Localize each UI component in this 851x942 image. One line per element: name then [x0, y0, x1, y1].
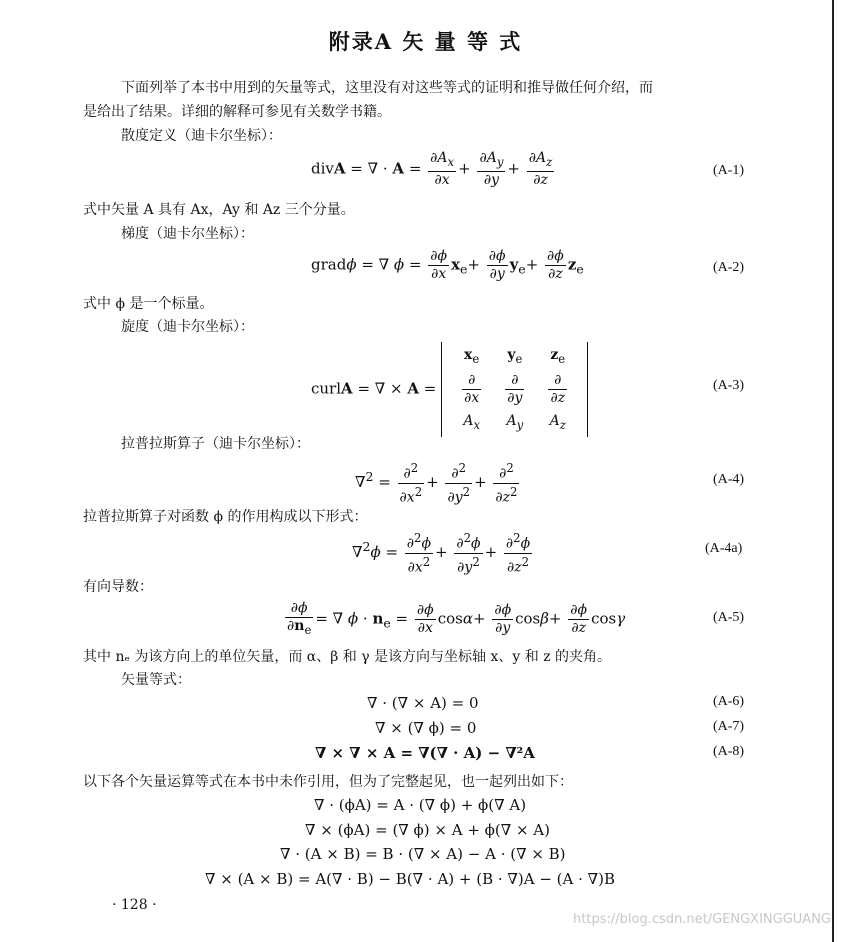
extra-identity-4: ∇ × (A × B) = A(∇ · B) − B(∇ · A) + (B · ∇)A − (A · ∇)B — [205, 870, 616, 888]
equation-a4: ∇$^2$ = $\frac{\partial^2}{\partial x^2}$ + $\frac{\partial^2}{\partial y^2}$ + $\frac{\partial^2}{\partial z^2}$ — [355, 461, 518, 506]
equation-a1: divA = ∇ · A = $\frac{\partial A_x}{\partial x}$ + $\frac{\partial A_y}{\partial y}$ + $\frac{\partial A_z}{\partial z}$ — [311, 150, 553, 188]
identities-heading: 矢量等式： — [121, 672, 191, 688]
directional-note: 其中 nₑ 为该方向上的单位矢量，而 α、β 和 γ 是该方向与坐标轴 x、y 和 z 的夹角。 — [83, 649, 612, 665]
equation-number-a5: (A-5) — [713, 610, 745, 625]
equation-number-a7: (A-7) — [713, 719, 745, 734]
equation-number-a6: (A-6) — [713, 694, 745, 709]
equation-number-a8: (A-8) — [713, 744, 745, 759]
page-title: 附录A 矢 量 等 式 — [328, 29, 523, 54]
equation-a4a: ∇$^2$ϕ = $\frac{\partial^2\phi}{\partial x^2}$ + $\frac{\partial^2\phi}{\partial y^2}$ + $\frac{\partial^2\phi}{\partial z^2}$ — [352, 531, 531, 576]
curl-heading: 旋度（迪卡尔坐标）： — [121, 319, 254, 335]
equation-number-a3: (A-3) — [713, 378, 745, 393]
equation-number-a1: (A-1) — [713, 163, 745, 178]
directional-heading: 有向导数： — [83, 579, 153, 595]
equation-a3: curlA = ∇ × A = $x_e$ $y_e$ $z_e$ $\frac{\partial}{\partial x}$ $\frac{\partial}{\partial y}$ $\frac{\partial}{\partial z}$ $A_x$ $A_y$ $A_z$ — [311, 342, 588, 437]
equation-a6: ∇ · (∇ × A) = 0 — [367, 694, 479, 712]
laplacian-heading: 拉普拉斯算子（迪卡尔坐标）： — [121, 436, 310, 452]
intro-line-1: 下面列举了本书中用到的矢量等式，这里没有对这些等式的证明和推导做任何介绍，而 — [121, 80, 653, 96]
extra-identity-1: ∇ · (ϕA) = A · (∇ ϕ) + ϕ(∇ A) — [314, 796, 527, 814]
divergence-note: 式中矢量 A 具有 Ax，Ay 和 Az 三个分量。 — [83, 202, 355, 218]
laplacian-scalar-heading: 拉普拉斯算子对函数 ϕ 的作用构成以下形式： — [83, 509, 368, 525]
equation-a2: gradϕ = ∇ ϕ = $\frac{\partial\phi}{\partial x}$ $x_e+$ $\frac{\partial\phi}{\partial y}$ $y_e+$ $\frac{\partial\phi}{\partial z}$ $z_e$ — [311, 248, 584, 282]
page-number: · 128 · — [112, 897, 157, 913]
watermark: https://blog.csdn.net/GENGXINGGUANG — [573, 912, 831, 927]
equation-number-a4: (A-4) — [713, 472, 745, 487]
equation-a8: ∇ × ∇ × A = ∇(∇ · A) − ∇²A — [315, 744, 535, 762]
intro-line-2: 是给出了结果。详细的解释可参见有关数学书籍。 — [83, 104, 391, 120]
extra-identity-2: ∇ × (ϕA) = (∇ ϕ) × A + ϕ(∇ × A) — [305, 821, 550, 839]
equation-number-a4a: (A-4a) — [705, 541, 743, 556]
extra-identity-3: ∇ · (A × B) = B · (∇ × A) − A · (∇ × B) — [280, 845, 566, 863]
equation-a5: $\frac{\partial\phi}{\partial n_e}$ = ∇ $\phi \cdot n_e$ = $\frac{\partial\phi}{\partial x}$ cosα+ $\frac{\partial\phi}{\partial y}$ cosβ+ $\frac{\partial\phi}{\partial z}$ cosγ — [287, 600, 626, 637]
equation-number-a2: (A-2) — [713, 260, 745, 275]
equation-a7: ∇ × (∇ ϕ) = 0 — [375, 719, 477, 737]
curl-matrix: $x_e$ $y_e$ $z_e$ $\frac{\partial}{\partial x}$ $\frac{\partial}{\partial y}$ $\frac{\partial}{\partial z}$ $A_x$ $A_y$ $A_z$ — [441, 342, 588, 437]
page-edge-rule — [832, 0, 834, 942]
gradient-note: 式中 ϕ 是一个标量。 — [83, 296, 214, 312]
gradient-heading: 梯度（迪卡尔坐标）： — [121, 226, 254, 242]
extra-heading: 以下各个矢量运算等式在本书中未作引用，但为了完整起见，也一起列出如下： — [83, 774, 573, 790]
divergence-heading: 散度定义（迪卡尔坐标）： — [121, 128, 282, 144]
